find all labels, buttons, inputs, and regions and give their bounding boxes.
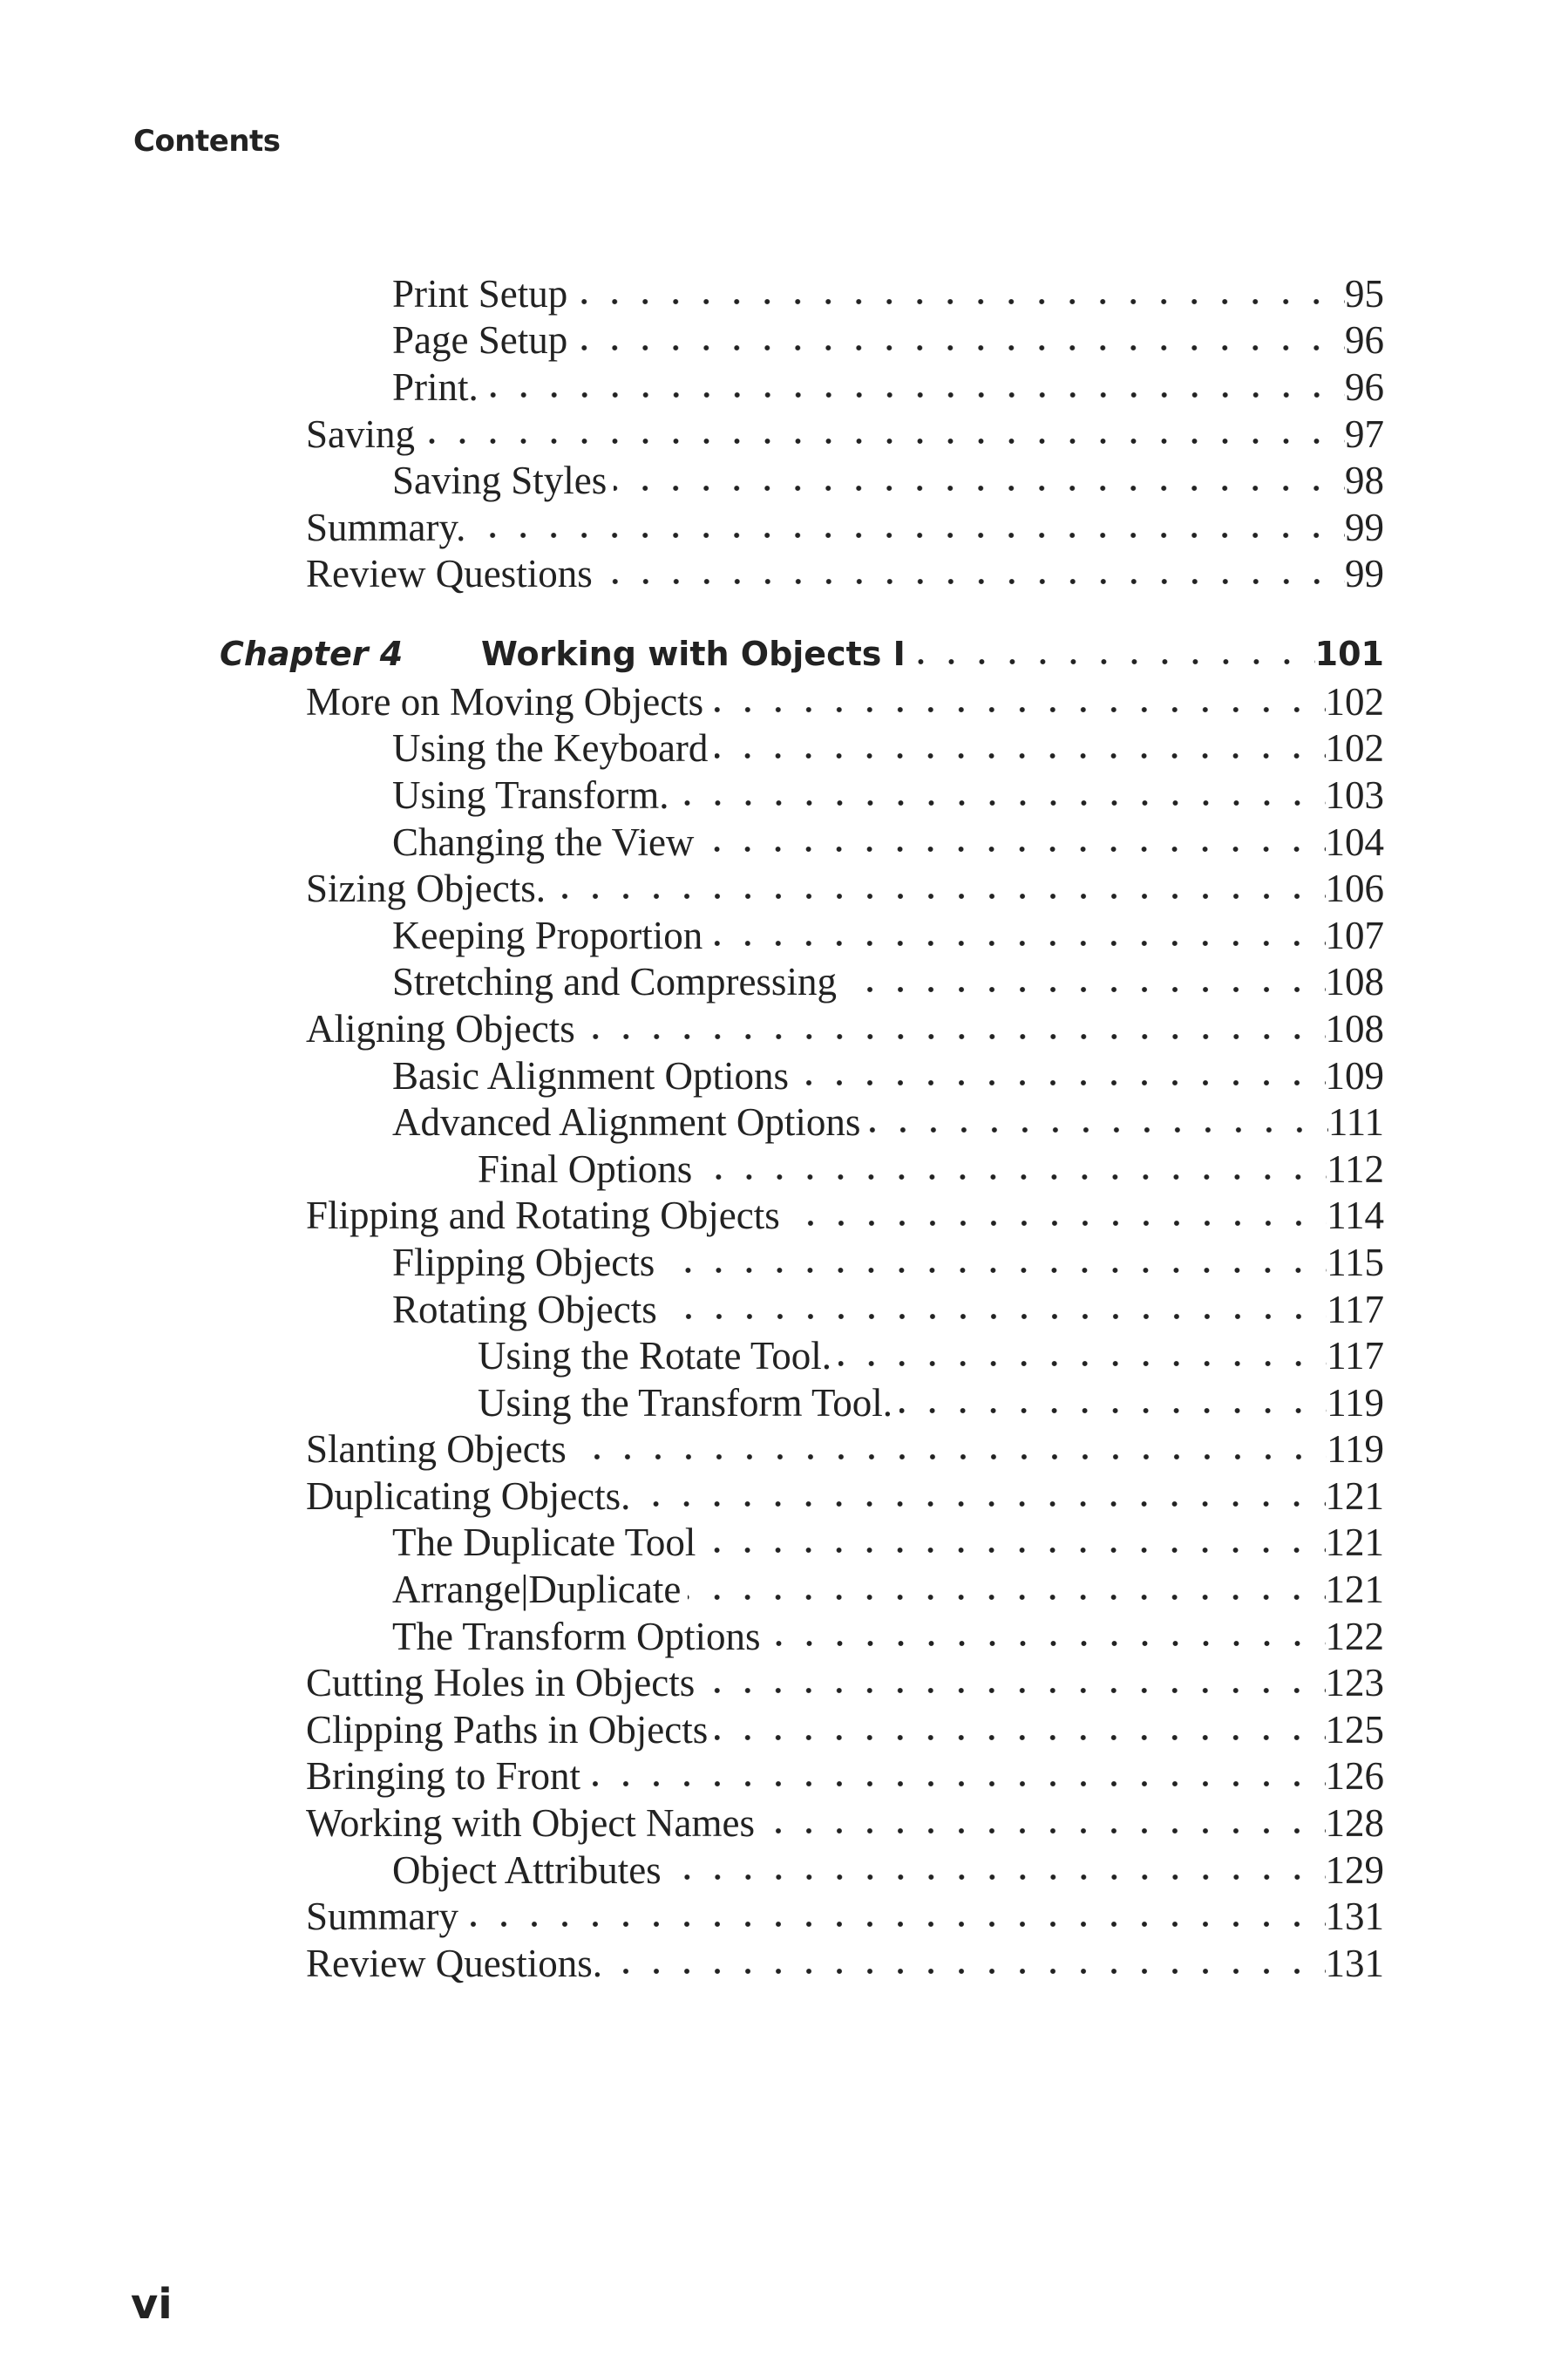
toc-entry-title: Using the Rotate Tool. — [478, 1334, 832, 1378]
dot-leader — [614, 474, 1345, 492]
toc-entry — [0, 678, 1568, 725]
dot-leader — [796, 1069, 1326, 1086]
dot-leader — [913, 648, 1315, 665]
toc-entry-page: 119 — [1327, 1380, 1384, 1425]
toc-entry — [0, 1847, 1568, 1894]
toc-entry-title: Arrange|Duplicate — [392, 1568, 682, 1612]
toc-entry-page: 128 — [1325, 1801, 1384, 1846]
toc-entry — [0, 1753, 1568, 1800]
toc-entry-page: 96 — [1345, 364, 1384, 409]
toc-entry — [0, 1099, 1568, 1146]
toc-entry — [0, 865, 1568, 912]
toc-chapter-heading — [0, 630, 1568, 677]
toc-entry-page: 121 — [1325, 1568, 1384, 1612]
toc-entry-page: 131 — [1325, 1941, 1384, 1985]
toc-entry-page: 97 — [1345, 412, 1384, 456]
dot-leader — [688, 1583, 1325, 1601]
toc-entry-title: Flipping Objects — [392, 1240, 655, 1284]
toc-entry — [0, 819, 1568, 866]
toc-entry — [0, 1659, 1568, 1706]
chapter-page: 101 — [1314, 634, 1384, 673]
dot-leader — [574, 288, 1345, 305]
dot-leader — [664, 1303, 1327, 1320]
toc-entry-page: 112 — [1327, 1146, 1384, 1191]
dot-leader — [710, 696, 1325, 713]
toc-entry-page: 119 — [1327, 1427, 1384, 1472]
dot-leader — [768, 1629, 1326, 1647]
toc-entry — [0, 1052, 1568, 1099]
dot-leader — [637, 1490, 1325, 1507]
toc-entry-page: 125 — [1325, 1707, 1384, 1752]
toc-entry-page: 108 — [1325, 960, 1384, 1004]
toc-entry-page: 121 — [1325, 1473, 1384, 1518]
dot-leader — [472, 521, 1345, 539]
toc-entry-title: The Transform Options — [392, 1614, 761, 1658]
toc-entry-page: 95 — [1345, 271, 1384, 316]
toc-entry — [0, 1379, 1568, 1426]
toc-entry-title: Print. — [392, 364, 479, 409]
toc-entry — [0, 1146, 1568, 1193]
toc-entry-page: 123 — [1325, 1661, 1384, 1705]
toc-entry-title: Cutting Holes in Objects — [306, 1661, 696, 1705]
dot-leader — [676, 789, 1326, 806]
toc-entry-title: The Duplicate Tool — [392, 1521, 696, 1565]
toc-entry-title: Duplicating Objects. — [306, 1473, 631, 1518]
dot-leader — [699, 1163, 1327, 1180]
dot-leader — [465, 1910, 1326, 1928]
dot-leader — [609, 1957, 1326, 1975]
toc-entry — [0, 457, 1568, 504]
toc-entry-page: 106 — [1325, 867, 1384, 911]
toc-entry-page: 102 — [1325, 679, 1384, 724]
toc-entry-page: 117 — [1327, 1334, 1384, 1378]
toc-entry-page: 111 — [1327, 1100, 1384, 1145]
toc-entry-page: 114 — [1327, 1194, 1384, 1238]
toc-entry-title: Summary. — [306, 505, 466, 549]
toc-entry-title: Basic Alignment Options — [392, 1053, 789, 1098]
toc-entry-title: Print Setup — [392, 271, 568, 316]
toc-entry-title: Clipping Paths in Objects — [306, 1707, 709, 1752]
toc-entry-page: 96 — [1345, 318, 1384, 363]
toc-entry — [0, 725, 1568, 772]
toc-entry-title: Final Options — [478, 1146, 693, 1191]
toc-entry — [0, 270, 1568, 317]
dot-leader — [715, 742, 1325, 759]
dot-leader — [582, 1023, 1326, 1040]
toc-entry-title: Using Transform. — [392, 772, 669, 817]
dot-leader — [669, 1863, 1326, 1881]
toc-entry-page: 99 — [1345, 505, 1384, 549]
toc-entry-page: 107 — [1325, 913, 1384, 957]
toc-entry-title: Keeping Proportion — [392, 913, 703, 957]
toc-entry-page: 129 — [1325, 1847, 1384, 1892]
page-number: vi — [131, 2280, 173, 2329]
running-head: Contents — [133, 124, 281, 159]
toc-entry-page: 99 — [1345, 552, 1384, 596]
toc-entry — [0, 411, 1568, 458]
toc-entry — [0, 1706, 1568, 1753]
dot-leader — [574, 1443, 1327, 1460]
dot-leader — [485, 381, 1345, 398]
toc-entry-title: Aligning Objects — [306, 1006, 575, 1051]
toc-entry — [0, 551, 1568, 598]
chapter-title: Working with Objects I — [481, 634, 906, 673]
dot-leader — [715, 1724, 1325, 1741]
dot-leader — [662, 1256, 1327, 1274]
dot-leader — [844, 976, 1326, 993]
dot-leader — [574, 334, 1345, 351]
toc-entry-page: 131 — [1325, 1895, 1384, 1939]
dot-leader — [787, 1209, 1327, 1227]
toc-entry-title: Rotating Objects — [392, 1287, 657, 1331]
toc-entry — [0, 504, 1568, 551]
toc-entry-title: Advanced Alignment Options — [392, 1100, 861, 1145]
toc-entry — [0, 912, 1568, 959]
toc-entry-title: Slanting Objects — [306, 1427, 567, 1472]
toc-entry-title: Summary — [306, 1895, 458, 1939]
toc-entry-title: Flipping and Rotating Objects — [306, 1194, 780, 1238]
toc-entry — [0, 1239, 1568, 1286]
toc-entry-title: Working with Object Names — [306, 1801, 756, 1846]
toc-entry-page: 126 — [1325, 1754, 1384, 1799]
toc-entry — [0, 1520, 1568, 1567]
toc-entry — [0, 959, 1568, 1006]
toc-entry-title: Object Attributes — [392, 1847, 662, 1892]
toc-entry-title: Bringing to Front — [306, 1754, 581, 1799]
toc-entry-page: 102 — [1325, 726, 1384, 771]
toc-entry-title: Review Questions. — [306, 1941, 602, 1985]
toc-entry — [0, 1332, 1568, 1379]
toc-entry — [0, 1005, 1568, 1052]
dot-leader — [553, 882, 1326, 900]
toc-entry — [0, 1800, 1568, 1847]
dot-leader — [422, 427, 1345, 445]
toc-entry-title: Using the Transform Tool. — [478, 1380, 893, 1425]
toc-entry-page: 117 — [1327, 1287, 1384, 1331]
toc-entry-title: More on Moving Objects — [306, 679, 704, 724]
toc-entry-page: 115 — [1327, 1240, 1384, 1284]
toc-entry-title: Sizing Objects. — [306, 867, 546, 911]
chapter-label: Chapter 4 — [220, 634, 404, 673]
toc-section-previous — [0, 270, 1568, 597]
dot-leader — [899, 1397, 1327, 1414]
toc-entry — [0, 1473, 1568, 1520]
dot-leader — [701, 835, 1325, 853]
toc-entry-page: 104 — [1325, 820, 1384, 864]
toc-entry — [0, 364, 1568, 411]
toc-entry — [0, 1193, 1568, 1240]
toc-entry — [0, 1940, 1568, 1987]
toc-entry-page: 103 — [1325, 772, 1384, 817]
dot-leader — [709, 929, 1325, 947]
toc-entry-title: Stretching and Compressing — [392, 960, 837, 1004]
dot-leader — [838, 1350, 1327, 1367]
toc-entry — [0, 1426, 1568, 1473]
toc-entry-title: Page Setup — [392, 318, 568, 363]
toc-entry-page: 98 — [1345, 459, 1384, 503]
toc-entry-title: Changing the View — [392, 820, 695, 864]
toc-entry — [0, 772, 1568, 819]
dot-leader — [867, 1116, 1327, 1133]
toc-entry-page: 122 — [1325, 1614, 1384, 1658]
toc-entry-title: Saving Styles — [392, 459, 608, 503]
toc-entry — [0, 1566, 1568, 1613]
dot-leader — [702, 1677, 1325, 1694]
dot-leader — [703, 1536, 1325, 1554]
toc-entry — [0, 1286, 1568, 1333]
toc-entry-page: 121 — [1325, 1521, 1384, 1565]
toc-entry-title: Review Questions — [306, 552, 593, 596]
dot-leader — [762, 1817, 1325, 1834]
toc-entry-title: Using the Keyboard — [392, 726, 709, 771]
toc-entry — [0, 317, 1568, 364]
toc-entry-page: 108 — [1325, 1006, 1384, 1051]
dot-leader — [600, 568, 1345, 585]
toc-entry — [0, 1893, 1568, 1940]
toc-section-chapter-4 — [0, 678, 1568, 1987]
toc-entry-page: 109 — [1325, 1053, 1384, 1098]
toc-entry — [0, 1613, 1568, 1660]
toc-entry-title: Saving — [306, 412, 416, 456]
dot-leader — [587, 1770, 1325, 1787]
